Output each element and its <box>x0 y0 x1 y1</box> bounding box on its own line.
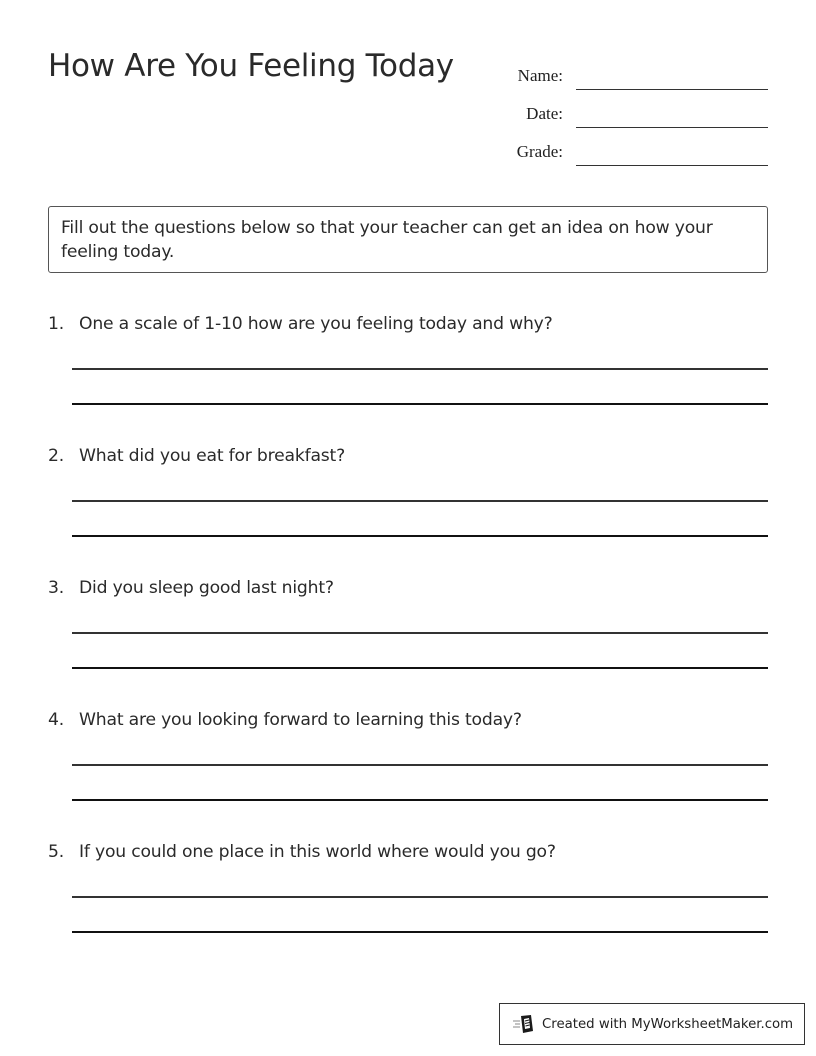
answer-line <box>72 535 768 537</box>
name-label: Name: <box>517 66 563 85</box>
question-text: What are you looking forward to learning this today? <box>79 710 522 730</box>
answer-line <box>72 368 768 370</box>
question-text: Did you sleep good last night? <box>79 578 334 598</box>
grade-field <box>500 128 768 166</box>
grade-blank-line <box>576 141 768 166</box>
question-text: One a scale of 1-10 how are you feeling today and why? <box>79 314 553 334</box>
question-text: What did you eat for breakfast? <box>79 446 345 466</box>
worksheet-maker-logo-icon <box>512 1014 536 1034</box>
name-blank-line <box>576 65 768 90</box>
created-with-link[interactable] <box>499 1003 805 1045</box>
question-number: 5. <box>48 842 64 862</box>
question-1 <box>48 312 768 444</box>
date-label: Date: <box>526 104 563 123</box>
grade-label: Grade: <box>516 142 563 161</box>
question-5 <box>48 840 768 972</box>
question-2 <box>48 444 768 576</box>
answer-line <box>72 403 768 405</box>
question-number: 4. <box>48 710 64 730</box>
answer-line <box>72 764 768 766</box>
question-number: 1. <box>48 314 64 334</box>
date-blank-line <box>576 103 768 128</box>
footer-text: Created with MyWorksheetMaker.com <box>542 1016 794 1032</box>
answer-line <box>72 931 768 933</box>
date-field <box>500 90 768 128</box>
question-number: 2. <box>48 446 64 466</box>
answer-line <box>72 632 768 634</box>
question-3 <box>48 576 768 708</box>
student-info-fields <box>500 52 768 166</box>
instructions-box: Fill out the questions below so that your teacher can get an idea on how your feeling today. <box>48 206 768 273</box>
worksheet-title: How Are You Feeling Today <box>48 48 454 84</box>
answer-line <box>72 799 768 801</box>
answer-line <box>72 667 768 669</box>
question-text: If you could one place in this world where would you go? <box>79 842 556 862</box>
question-4 <box>48 708 768 840</box>
answer-line <box>72 896 768 898</box>
name-field <box>500 52 768 90</box>
answer-line <box>72 500 768 502</box>
question-number: 3. <box>48 578 64 598</box>
question-list <box>48 312 768 972</box>
